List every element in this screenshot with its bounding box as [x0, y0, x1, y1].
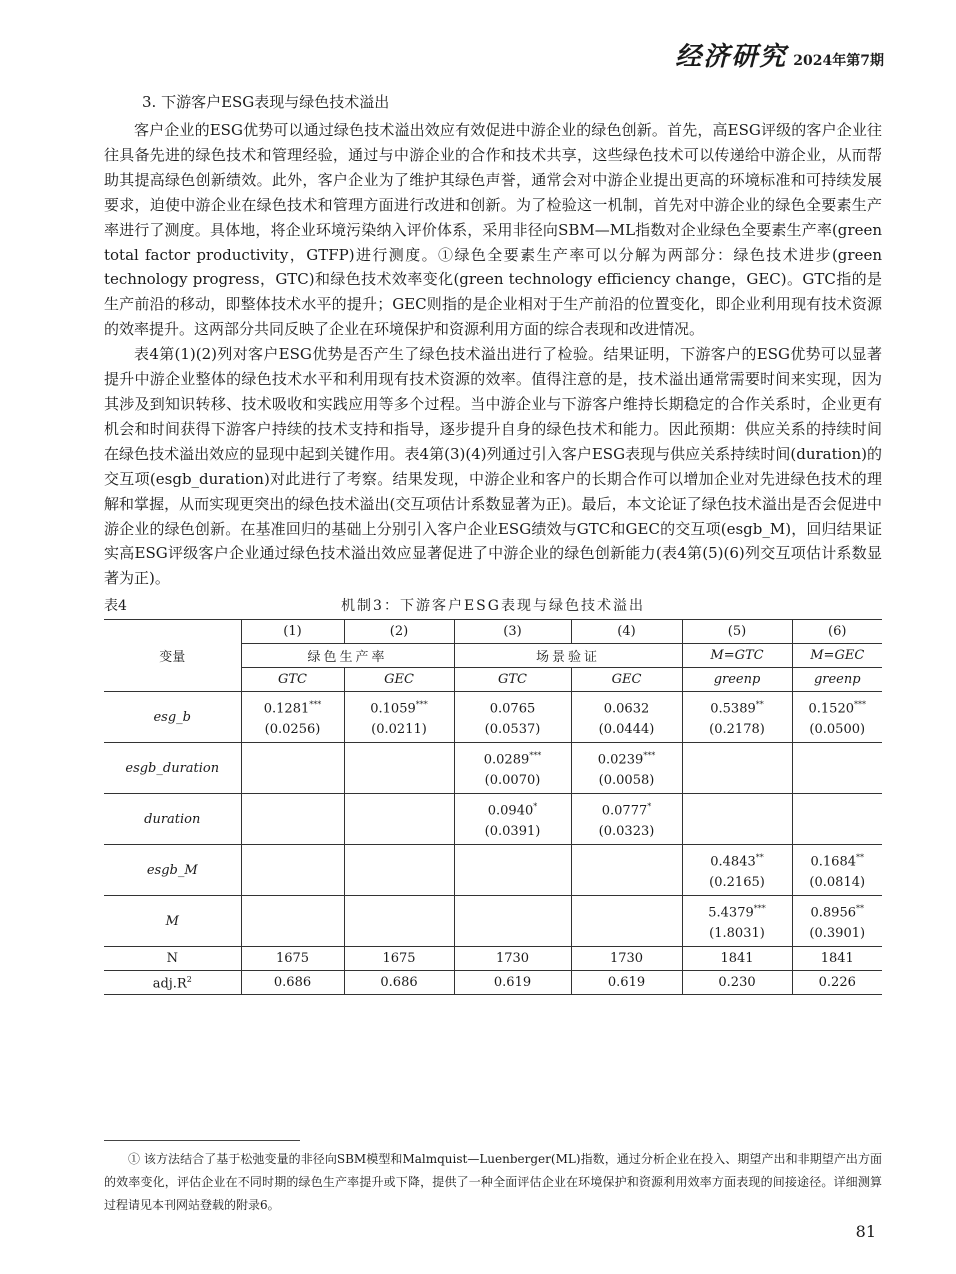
dv-header: GEC	[344, 668, 454, 692]
coefficient: 0.5389	[710, 701, 756, 717]
mechanism-header: M=GEC	[792, 644, 882, 668]
table-row	[104, 743, 882, 794]
coef-cell	[682, 743, 792, 794]
significance-stars: *	[647, 802, 652, 812]
table-label: 表4	[104, 598, 127, 615]
table-row	[104, 692, 882, 743]
issue-label: 2024年第7期	[793, 53, 884, 69]
n-row	[104, 947, 882, 971]
r2-cell: 0.619	[571, 971, 682, 995]
coef-cell	[792, 794, 882, 845]
coef-cell	[454, 845, 571, 896]
significance-stars: ***	[643, 751, 656, 761]
r2-cell: 0.230	[682, 971, 792, 995]
standard-error: (0.0211)	[371, 722, 427, 738]
standard-error	[345, 921, 454, 946]
n-cell: 1730	[454, 947, 571, 971]
coefficient: 0.4843	[710, 854, 756, 870]
standard-error: (0.0323)	[598, 824, 655, 840]
standard-error: (0.0814)	[809, 875, 866, 891]
coef-cell	[571, 896, 682, 947]
footnote: ① 该方法结合了基于松弛变量的非径向SBM模型和Malmquist—Luenberger(ML)指数，通过分析企业在投入、期望产出和非期望产出方面的效率变化，评估企业在不同时期的绿色生产率提升或下降，提供了一种全面评估企业在环境保护和资源利用效率方面表现的间接途径。详细测算过程请见本刊网站登载的附录6。	[104, 1152, 882, 1212]
coef-cell	[792, 845, 882, 896]
standard-error	[242, 870, 344, 895]
significance-stars: **	[755, 700, 764, 710]
r2-cell: 0.619	[454, 971, 571, 995]
coefficient: 0.1684	[810, 854, 856, 870]
standard-error	[793, 768, 883, 793]
table-row	[104, 794, 882, 845]
row-label	[104, 971, 241, 995]
coefficient: 0.0940	[487, 803, 534, 819]
journal-logo: 经济研究	[675, 42, 788, 72]
coefficient: 0.0777	[601, 803, 648, 819]
significance-stars: *	[533, 802, 538, 812]
n-cell: 1675	[241, 947, 344, 971]
standard-error	[242, 921, 344, 946]
variable-name: esgb_duration	[104, 743, 241, 794]
standard-error	[345, 870, 454, 895]
col-header: (5)	[682, 620, 792, 644]
coef-cell	[792, 743, 882, 794]
coefficient-rows	[104, 692, 882, 947]
coef-cell	[571, 845, 682, 896]
significance-stars: ***	[753, 904, 766, 914]
coefficient: 0.0632	[603, 701, 650, 717]
n-cell: 1841	[682, 947, 792, 971]
coefficient: 0.1059	[370, 701, 416, 717]
coefficient: 0.0765	[489, 701, 536, 717]
col-header: (3)	[454, 620, 571, 644]
coef-cell	[454, 896, 571, 947]
col-header: (6)	[792, 620, 882, 644]
standard-error: (0.3901)	[809, 926, 866, 942]
standard-error	[345, 819, 454, 844]
standard-error	[242, 768, 344, 793]
paragraph-2: 表4第(1)(2)列对客户ESG优势是否产生了绿色技术溢出进行了检验。结果证明，下游客户的ESG优势可以显著提升中游企业整体的绿色技术水平和利用现有技术资源的效率。值得注意的是，技术溢出通常需要时间来实现，因为其涉及到知识转移、技术吸收和实践应用等多个过程。当中游企业与下游客户维持长期稳定的合作关系时，企业更有机会和时间获得下游客户持续的技术支持和指导，逐步提升自身的绿色技术和能力。因此预期：供应关系的持续时间在绿色技术溢出效应的显现中起到关键作用。表4第(3)(4)列通过引入客户ESG表现与供应关系持续时间(duration)的交互项(esgb_duration)对此进行了考察。结果发现，中游企业和客户的长期合作可以增加企业对先进绿色技术的理解和掌握，从而实现更突出的绿色技术溢出(交互项估计系数显著为正)。最后，本文论证了绿色技术溢出是否会促进中游企业的绿色创新。在基准回归的基础上分别引入客户企业ESG绩效与GTC和GEC的交互项(esgb_M)，回归结果证实高ESG评级客户企业通过绿色技术溢出效应显著促进了中游企业的绿色创新能力(表4第(5)(6)列交互项估计系数显著为正)。	[104, 345, 882, 588]
group-header: 场景验证	[454, 644, 682, 668]
standard-error: (0.0070)	[484, 773, 541, 789]
significance-stars: ***	[529, 751, 542, 761]
coef-cell	[792, 896, 882, 947]
coef-cell	[241, 692, 344, 743]
article-body	[104, 90, 882, 995]
dv-header: GTC	[241, 668, 344, 692]
significance-stars: **	[755, 853, 764, 863]
standard-error: (0.2178)	[709, 722, 765, 738]
regression-table	[104, 619, 882, 995]
coef-cell	[571, 794, 682, 845]
coef-cell	[241, 845, 344, 896]
standard-error	[455, 921, 571, 946]
table-header-row	[104, 620, 882, 644]
coefficient: 0.1520	[808, 701, 854, 717]
coef-cell	[682, 692, 792, 743]
page-number: 81	[855, 1222, 876, 1241]
row-label: N	[104, 947, 241, 971]
coef-cell	[344, 794, 454, 845]
coef-cell	[241, 794, 344, 845]
standard-error	[242, 819, 344, 844]
significance-stars: **	[856, 853, 864, 863]
r2-cell: 0.686	[241, 971, 344, 995]
table-row	[104, 896, 882, 947]
coef-cell	[682, 896, 792, 947]
coef-cell	[571, 692, 682, 743]
standard-error: (0.0391)	[484, 824, 541, 840]
table-row	[104, 845, 882, 896]
standard-error	[683, 768, 792, 793]
standard-error	[683, 819, 792, 844]
coef-cell	[454, 692, 571, 743]
standard-error	[455, 870, 571, 895]
coef-cell	[682, 794, 792, 845]
standard-error	[572, 921, 682, 946]
coef-cell	[344, 692, 454, 743]
table-title: 机制3：下游客户ESG表现与绿色技术溢出	[341, 598, 645, 615]
coefficient: 0.0239	[597, 752, 644, 768]
coef-cell	[344, 896, 454, 947]
standard-error: (0.0058)	[598, 773, 655, 789]
variable-name: esg_b	[104, 692, 241, 743]
coefficient: 5.4379	[708, 905, 754, 921]
r2-superscript: 2	[186, 974, 192, 984]
dv-header: greenp	[792, 668, 882, 692]
col-header: (4)	[571, 620, 682, 644]
coef-cell	[241, 896, 344, 947]
standard-error: (0.0256)	[264, 722, 321, 738]
standard-error	[345, 768, 454, 793]
n-cell: 1841	[792, 947, 882, 971]
r2-cell: 0.686	[344, 971, 454, 995]
coefficient: 0.1281	[263, 701, 310, 717]
paragraph-1: 客户企业的ESG优势可以通过绿色技术溢出效应有效促进中游企业的绿色创新。首先，高ESG评级的客户企业往往具备先进的绿色技术和管理经验，通过与中游企业的合作和技术共享，这些绿色技术可以传递给中游企业，从而帮助其提高绿色创新绩效。此外，客户企业为了维护其绿色声誉，通常会对中游企业提出更高的环境标准和可持续发展要求，迫使中游企业在绿色技术和管理方面进行改进和创新。为了检验这一机制，首先对中游企业的绿色全要素生产率进行了测度。具体地，将企业环境污染纳入评价体系，采用非径向SBM—ML指数对企业绿色全要素生产率(green total factor productivity，GTFP)进行测度。①绿色全要素生产率可以分解为两部分：绿色技术进步(green technology progress，GTC)和绿色技术效率变化(green technology efficiency change，GEC)。GTC指的是生产前沿的移动，即整体技术水平的提升；GEC则指的是企业相对于生产前沿的位置变化，即企业利用现有技术资源的效率提升。这两部分共同反映了企业在环境保护和资源利用方面的综合表现和改进情况。	[104, 121, 882, 339]
coef-cell	[792, 692, 882, 743]
coef-cell	[454, 794, 571, 845]
standard-error: (0.0500)	[809, 722, 866, 738]
table-caption	[104, 593, 882, 617]
dv-header: greenp	[682, 668, 792, 692]
coef-cell	[241, 743, 344, 794]
coef-cell	[344, 845, 454, 896]
coefficient: 0.0289	[483, 752, 530, 768]
n-cell: 1730	[571, 947, 682, 971]
standard-error: (0.0444)	[598, 722, 655, 738]
col-header: (2)	[344, 620, 454, 644]
variable-name: esgb_M	[104, 845, 241, 896]
coefficient: 0.8956	[810, 905, 856, 921]
coef-cell	[344, 743, 454, 794]
page-header	[675, 36, 884, 73]
var-header: 变量	[104, 620, 241, 692]
standard-error: (0.0537)	[484, 722, 541, 738]
coef-cell	[454, 743, 571, 794]
dv-header: GTC	[454, 668, 571, 692]
n-cell: 1675	[344, 947, 454, 971]
footnote-divider	[104, 1140, 300, 1141]
r2-cell: 0.226	[792, 971, 882, 995]
significance-stars: ***	[854, 700, 866, 710]
significance-stars: **	[856, 904, 864, 914]
col-header: (1)	[241, 620, 344, 644]
significance-stars: ***	[309, 700, 322, 710]
coef-cell	[682, 845, 792, 896]
significance-stars: ***	[415, 700, 428, 710]
variable-name: M	[104, 896, 241, 947]
dv-header: GEC	[571, 668, 682, 692]
variable-name: duration	[104, 794, 241, 845]
coef-cell	[571, 743, 682, 794]
r2-row	[104, 971, 882, 995]
mechanism-header: M=GTC	[682, 644, 792, 668]
standard-error: (1.8031)	[709, 926, 765, 942]
standard-error	[572, 870, 682, 895]
section-title: 3. 下游客户ESG表现与绿色技术溢出	[142, 93, 390, 111]
standard-error: (0.2165)	[709, 875, 765, 891]
group-header: 绿色生产率	[241, 644, 454, 668]
standard-error	[793, 819, 883, 844]
r2-label: adj.R	[152, 975, 187, 991]
